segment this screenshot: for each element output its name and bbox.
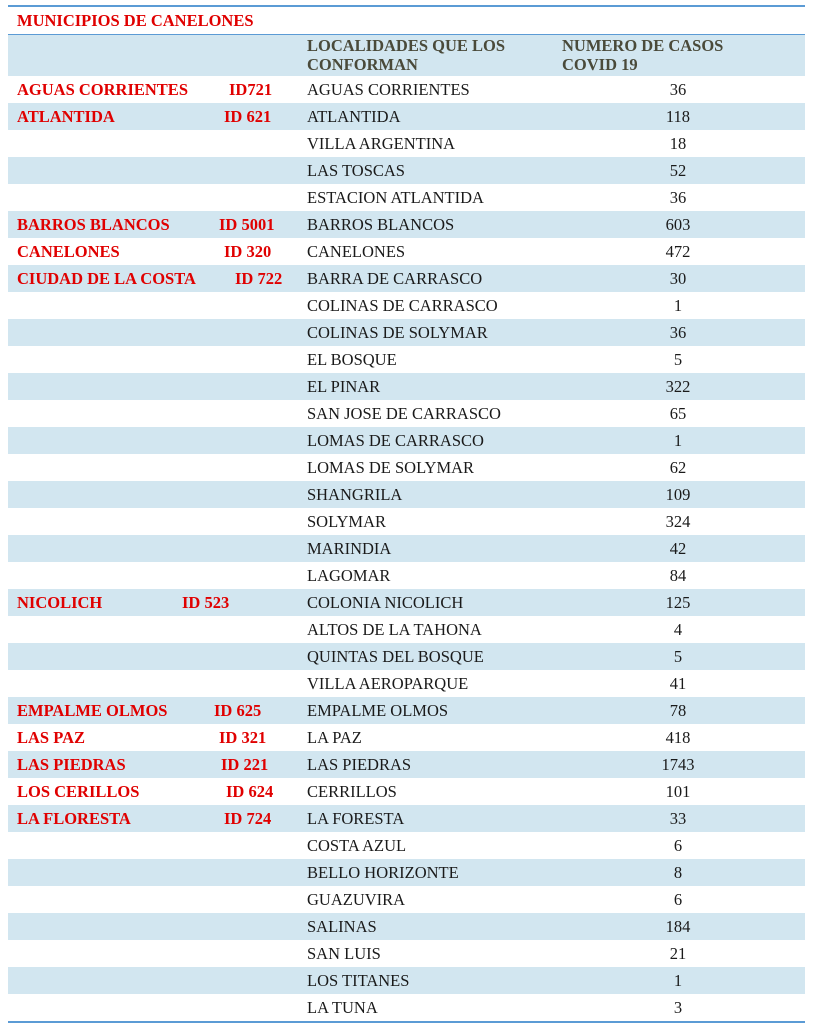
municipio-id: ID 724 [224, 809, 272, 828]
case-count: 36 [669, 80, 687, 99]
case-count: 5 [673, 647, 683, 666]
table-row [8, 778, 805, 805]
localidad-name: SAN JOSE DE CARRASCO [307, 404, 501, 423]
table-row [8, 454, 805, 481]
table-row [8, 481, 805, 508]
municipio-id: ID 722 [235, 269, 283, 288]
localidad-name: BELLO HORIZONTE [307, 863, 459, 882]
case-count: 18 [669, 134, 687, 153]
localidad-name: LOMAS DE CARRASCO [307, 431, 484, 450]
case-count: 1743 [661, 755, 695, 774]
case-count: 118 [665, 107, 691, 126]
localidad-name: BARROS BLANCOS [307, 215, 455, 234]
localidad-name: SHANGRILA [307, 485, 403, 504]
case-count: 418 [665, 728, 691, 747]
localidad-name: EL PINAR [307, 377, 381, 396]
table-row [8, 643, 805, 670]
localidad-name: LAS PIEDRAS [307, 755, 412, 774]
case-count: 184 [665, 917, 691, 936]
case-count: 33 [669, 809, 687, 828]
table-row [8, 319, 805, 346]
table-body [8, 76, 805, 1023]
header-casos: NUMERO DE CASOS COVID 19 [562, 36, 724, 74]
localidad-name: LAS TOSCAS [307, 161, 405, 180]
title-row [8, 5, 805, 34]
municipio-name: LAS PIEDRAS [17, 755, 126, 774]
localidad-name: SALINAS [307, 917, 377, 936]
case-count: 30 [669, 269, 687, 288]
table-row [8, 562, 805, 589]
localidad-name: QUINTAS DEL BOSQUE [307, 647, 484, 666]
case-count: 6 [673, 836, 683, 855]
municipio-name: AGUAS CORRIENTES [17, 80, 188, 99]
localidad-name: LA PAZ [307, 728, 362, 747]
municipio-name: LAS PAZ [17, 728, 85, 747]
municipio-name: BARROS BLANCOS [17, 215, 170, 234]
localidad-name: ALTOS DE LA TAHONA [307, 620, 482, 639]
municipio-id: ID 5001 [219, 215, 275, 234]
table-row [8, 184, 805, 211]
table-row [8, 805, 805, 832]
table-row [8, 238, 805, 265]
table-row [8, 994, 805, 1021]
case-count: 8 [673, 863, 683, 882]
table-row [8, 265, 805, 292]
localidad-name: COLONIA NICOLICH [307, 593, 464, 612]
municipio-id: ID 321 [219, 728, 267, 747]
table-row [8, 589, 805, 616]
case-count: 21 [669, 944, 687, 963]
case-count: 84 [669, 566, 687, 585]
localidad-name: ATLANTIDA [307, 107, 401, 126]
municipio-name: EMPALME OLMOS [17, 701, 168, 720]
localidad-name: CERRILLOS [307, 782, 397, 801]
localidad-name: LA FORESTA [307, 809, 405, 828]
table-row [8, 211, 805, 238]
table-row [8, 913, 805, 940]
case-count: 41 [669, 674, 687, 693]
municipio-id: ID721 [229, 80, 273, 99]
case-count: 109 [665, 485, 691, 504]
case-count: 62 [669, 458, 687, 477]
table-row [8, 535, 805, 562]
municipio-id: ID 625 [214, 701, 262, 720]
case-count: 52 [669, 161, 687, 180]
case-count: 42 [669, 539, 687, 558]
municipio-id: ID 320 [224, 242, 272, 261]
table-row [8, 967, 805, 994]
case-count: 3 [673, 998, 683, 1017]
case-count: 324 [665, 512, 691, 531]
table-row [8, 859, 805, 886]
municipio-name: NICOLICH [17, 593, 103, 612]
table-row [8, 157, 805, 184]
header-localidades: LOCALIDADES QUE LOS CONFORMAN [307, 36, 506, 74]
localidad-name: SOLYMAR [307, 512, 387, 531]
table-row [8, 373, 805, 400]
table-row [8, 130, 805, 157]
municipio-id: ID 621 [224, 107, 272, 126]
municipio-id: ID 523 [182, 593, 230, 612]
covid-cases-document [8, 5, 805, 1023]
localidad-name: COLINAS DE CARRASCO [307, 296, 498, 315]
localidad-name: LOMAS DE SOLYMAR [307, 458, 475, 477]
municipio-name: LA FLORESTA [17, 809, 131, 828]
table-row [8, 670, 805, 697]
municipio-name: LOS CERILLOS [17, 782, 140, 801]
case-count: 36 [669, 188, 687, 207]
table-row [8, 751, 805, 778]
localidad-name: LA TUNA [307, 998, 378, 1017]
municipio-id: ID 624 [226, 782, 274, 801]
localidad-name: CANELONES [307, 242, 406, 261]
case-count: 1 [673, 971, 683, 990]
localidad-name: EMPALME OLMOS [307, 701, 449, 720]
case-count: 65 [669, 404, 687, 423]
localidad-name: EL BOSQUE [307, 350, 397, 369]
page-title: MUNICIPIOS DE CANELONES [17, 10, 254, 30]
localidad-name: LAGOMAR [307, 566, 391, 585]
localidad-name: COLINAS DE SOLYMAR [307, 323, 488, 342]
case-count: 603 [665, 215, 691, 234]
localidad-name: SAN LUIS [307, 944, 381, 963]
table-row [8, 508, 805, 535]
case-count: 1 [673, 296, 683, 315]
table-row [8, 940, 805, 967]
localidad-name: LOS TITANES [307, 971, 410, 990]
table-row [8, 346, 805, 373]
table-row [8, 724, 805, 751]
case-count: 1 [673, 431, 683, 450]
table-row [8, 400, 805, 427]
table-row [8, 427, 805, 454]
localidad-name: AGUAS CORRIENTES [307, 80, 470, 99]
table-row [8, 616, 805, 643]
table-row [8, 886, 805, 913]
localidad-name: BARRA DE CARRASCO [307, 269, 483, 288]
localidad-name: VILLA AEROPARQUE [307, 674, 469, 693]
table-row [8, 103, 805, 130]
case-count: 6 [673, 890, 683, 909]
table-header [8, 34, 805, 76]
localidad-name: ESTACION ATLANTIDA [307, 188, 484, 207]
table-row [8, 832, 805, 859]
localidad-name: GUAZUVIRA [307, 890, 406, 909]
case-count: 101 [665, 782, 691, 801]
municipio-name: CANELONES [17, 242, 120, 261]
case-count: 322 [665, 377, 691, 396]
municipio-name: CIUDAD DE LA COSTA [17, 269, 196, 288]
case-count: 4 [673, 620, 683, 639]
localidad-name: COSTA AZUL [307, 836, 407, 855]
case-count: 125 [665, 593, 691, 612]
municipio-id: ID 221 [221, 755, 269, 774]
localidad-name: VILLA ARGENTINA [307, 134, 456, 153]
localidad-name: MARINDIA [307, 539, 392, 558]
case-count: 78 [669, 701, 687, 720]
table-row [8, 292, 805, 319]
municipio-name: ATLANTIDA [17, 107, 115, 126]
case-count: 5 [673, 350, 683, 369]
table-row [8, 697, 805, 724]
table-row [8, 76, 805, 103]
case-count: 36 [669, 323, 687, 342]
case-count: 472 [665, 242, 691, 261]
